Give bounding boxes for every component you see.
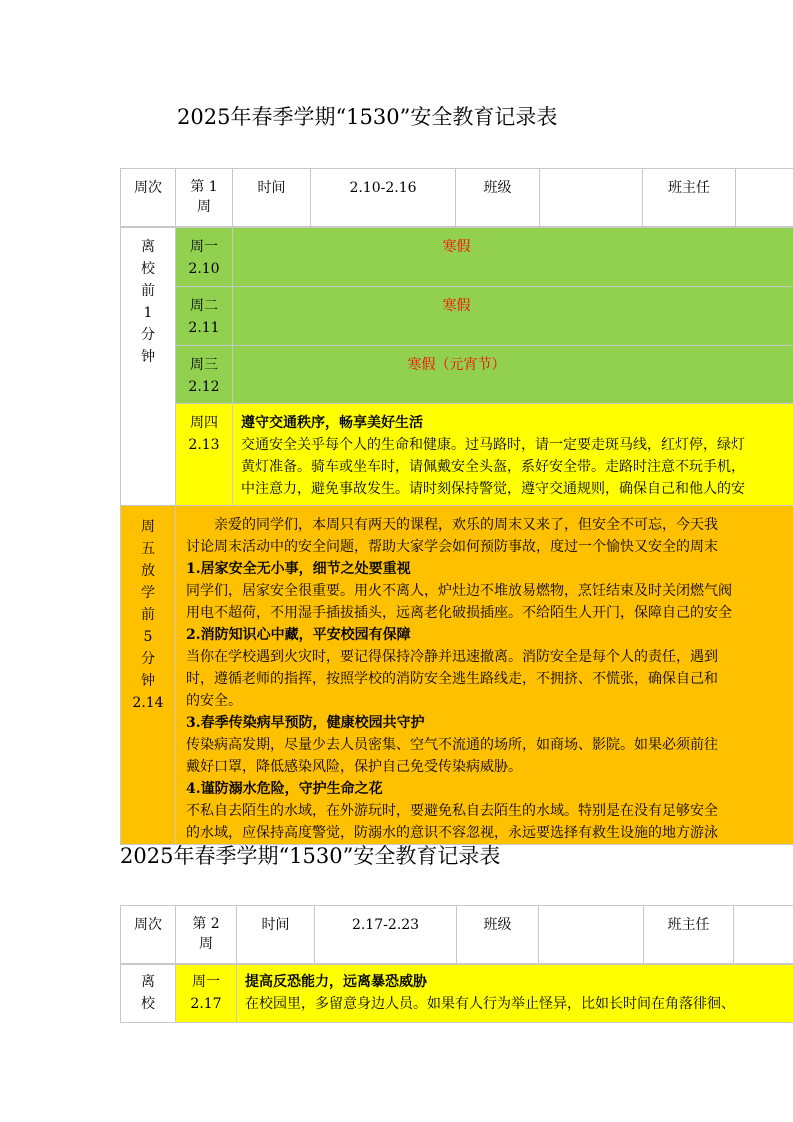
header-table-week1 bbox=[120, 168, 793, 227]
content-line: 中注意力，避免事故发生。请时刻保持警觉，遵守交通规则，确保自己和他人的安 bbox=[241, 481, 745, 497]
section-line: 用电不超荷，不用湿手插拔插头，远离老化破损插座。不给陌生人开门，保障自己的安全 bbox=[186, 605, 732, 621]
week-value: 第 1 周 bbox=[176, 169, 233, 227]
teacher-value[interactable] bbox=[736, 169, 793, 227]
class-label: 班级 bbox=[457, 906, 539, 964]
class-value[interactable] bbox=[540, 169, 643, 227]
friday-content bbox=[176, 506, 793, 845]
friday-label: 周 五 放 学 前 5 分 钟 2.14 bbox=[121, 506, 176, 845]
day-cell-mon: 周一 2.17 bbox=[176, 965, 237, 1023]
section-heading-4: 4.谨防溺水危险，守护生命之花 bbox=[186, 781, 383, 797]
section-line: 时，遵循老师的指挥，按照学校的消防安全逃生路线走，不拥挤、不慌张，确保自己和 bbox=[186, 671, 718, 687]
before-school-label: 离 校 前 1 分 钟 bbox=[121, 228, 176, 507]
content-line: 交通安全关乎每个人的生命和健康。过马路时，请一定要走斑马线，红灯停，绿灯 bbox=[241, 437, 745, 453]
section-line: 传染病高发期，尽量少去人员密集、空气不流通的场所，如商场、影院。如果必须前往 bbox=[186, 737, 718, 753]
friday-table-week1 bbox=[120, 505, 793, 845]
section-line: 戴好口罩，降低感染风险，保护自己免受传染病威胁。 bbox=[186, 759, 522, 775]
day-cell-thu: 周四 2.13 bbox=[176, 404, 233, 507]
content-cell-thu bbox=[233, 404, 793, 507]
content-heading-mon: 提高反恐能力，远离暴恐威胁 bbox=[245, 974, 427, 990]
content-heading-thu: 遵守交通秩序，畅享美好生活 bbox=[241, 415, 423, 431]
section-heading-1: 1.居家安全无小事，细节之处要重视 bbox=[186, 561, 411, 577]
before-school-label: 离 校 bbox=[121, 965, 176, 1023]
day-cell-mon: 周一 2.10 bbox=[176, 228, 233, 287]
class-value[interactable] bbox=[539, 906, 644, 964]
holiday-cell-tue: 寒假 bbox=[233, 287, 793, 346]
content-line: 在校园里，多留意身边人员。如果有人行为举止怪异，比如长时间在角落徘徊、 bbox=[245, 996, 735, 1012]
content-cell-mon bbox=[237, 965, 793, 1023]
time-value: 2.17-2.23 bbox=[315, 906, 457, 964]
day-cell-tue: 周二 2.11 bbox=[176, 287, 233, 346]
week-label: 周次 bbox=[121, 169, 176, 227]
teacher-value[interactable] bbox=[734, 906, 793, 964]
section-line: 的安全。 bbox=[186, 693, 242, 709]
section-line: 不私自去陌生的水域，在外游玩时，要避免私自去陌生的水域。特别是在没有足够安全 bbox=[186, 803, 718, 819]
section-heading-2: 2.消防知识心中藏，平安校园有保障 bbox=[186, 627, 411, 643]
page-title-week2: 2025年春季学期“1530”安全教育记录表 bbox=[120, 844, 501, 868]
section-line: 的水域，应保持高度警觉，防溺水的意识不容忽视，永远要选择有救生设施的地方游泳 bbox=[186, 825, 718, 841]
content-line: 黄灯准备。骑车或坐车时，请佩戴安全头盔，系好安全带。走路时注意不玩手机， bbox=[241, 459, 745, 475]
section-line: 同学们，居家安全很重要。用火不离人，炉灶边不堆放易燃物，烹饪结束及时关闭燃气阀 bbox=[186, 583, 732, 599]
class-label: 班级 bbox=[456, 169, 540, 227]
before-school-table-week1 bbox=[120, 227, 793, 507]
holiday-cell-mon: 寒假 bbox=[233, 228, 793, 287]
section-line: 当你在学校遇到火灾时，要记得保持冷静并迅速撤离。消防安全是每个人的责任，遇到 bbox=[186, 649, 718, 665]
header-table-week2 bbox=[120, 905, 793, 964]
intro-line: 亲爱的同学们，本周只有两天的课程，欢乐的周末又来了，但安全不可忘，今天我 bbox=[186, 517, 718, 533]
before-school-table-week2 bbox=[120, 964, 793, 1023]
teacher-label: 班主任 bbox=[644, 906, 734, 964]
intro-line: 讨论周末活动中的安全问题，帮助大家学会如何预防事故，度过一个愉快又安全的周末 bbox=[186, 539, 718, 555]
week-label: 周次 bbox=[121, 906, 176, 964]
time-label: 时间 bbox=[233, 169, 311, 227]
section-heading-3: 3.春季传染病早预防，健康校园共守护 bbox=[186, 715, 425, 731]
teacher-label: 班主任 bbox=[643, 169, 736, 227]
page-title-week1: 2025年春季学期“1530”安全教育记录表 bbox=[177, 105, 558, 129]
time-value: 2.10-2.16 bbox=[311, 169, 456, 227]
time-label: 时间 bbox=[237, 906, 315, 964]
day-cell-wed: 周三 2.12 bbox=[176, 346, 233, 404]
holiday-cell-wed: 寒假（元宵节） bbox=[233, 346, 793, 404]
week-value: 第 2 周 bbox=[176, 906, 237, 964]
